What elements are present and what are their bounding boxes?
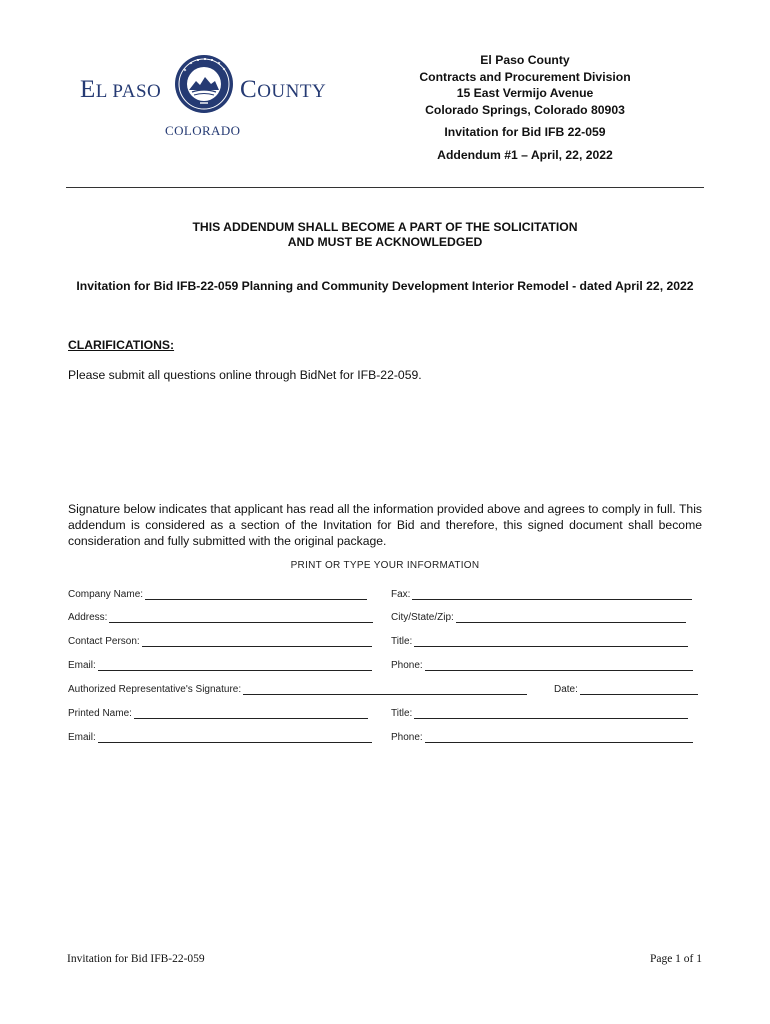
form-row <box>68 708 704 732</box>
contact-person-field[interactable] <box>68 636 372 647</box>
county-seal-icon <box>174 54 234 114</box>
printed-name-field[interactable] <box>68 708 368 719</box>
logo-word-county: COUNTY <box>240 76 327 103</box>
address-line[interactable] <box>109 613 373 623</box>
address-field[interactable] <box>68 612 373 623</box>
date-field[interactable] <box>554 684 698 695</box>
clarifications-heading: CLARIFICATIONS: <box>68 338 175 352</box>
title-line[interactable] <box>414 637 688 647</box>
email-field-2[interactable] <box>68 732 372 743</box>
form-row <box>68 660 704 684</box>
date-line[interactable] <box>580 685 698 695</box>
clarifications-text: Please submit all questions online through BidNet for IFB-22-059. <box>68 368 422 382</box>
header-addendum: Addendum #1 – April, 22, 2022 <box>437 147 613 162</box>
phone-label-2: Phone: <box>391 732 423 743</box>
email-label: Email: <box>68 660 96 671</box>
title-field[interactable] <box>391 636 688 647</box>
header-address-block <box>380 52 670 163</box>
phone-line-2[interactable] <box>425 733 693 743</box>
header-division: Contracts and Procurement Division <box>419 69 631 84</box>
header-divider <box>66 187 704 188</box>
email-line-2[interactable] <box>98 733 372 743</box>
title-field-2[interactable] <box>391 708 688 719</box>
title-line-2[interactable] <box>414 709 688 719</box>
form-row <box>68 684 704 708</box>
ifb-description: Invitation for Bid IFB-22-059 Planning and Community Development Interior Remodel - dated April 22, 2022 <box>76 279 694 293</box>
company-name-label: Company Name: <box>68 589 144 600</box>
signature-statement: Signature below indicates that applicant has read all the information provided above and agrees to comply in full. This addendum is considered as a section of the Invitation for Bid and therefore, this signed document shall become consideration and fully submitted with the original package. <box>68 502 702 548</box>
phone-label: Phone: <box>391 660 423 671</box>
addendum-title-line1: THIS ADDENDUM SHALL BECOME A PART OF THE SOLICITATION <box>192 220 578 234</box>
form-row <box>68 589 704 612</box>
phone-field-2[interactable] <box>391 732 693 743</box>
addendum-title <box>66 220 704 250</box>
authorized-signature-line[interactable] <box>243 685 527 695</box>
city-state-zip-label: City/State/Zip: <box>391 612 454 623</box>
footer-document-name: Invitation for Bid IFB-22-059 <box>67 953 205 965</box>
printed-name-line[interactable] <box>134 709 368 719</box>
header-org: El Paso County <box>480 53 570 67</box>
email-field[interactable] <box>68 660 372 671</box>
date-label: Date: <box>554 684 578 695</box>
addendum-title-line2: AND MUST BE ACKNOWLEDGED <box>287 235 483 249</box>
printed-name-label: Printed Name: <box>68 708 132 719</box>
address-label: Address: <box>68 612 108 623</box>
title-label-2: Title: <box>391 708 413 719</box>
phone-field[interactable] <box>391 660 693 671</box>
email-label-2: Email: <box>68 732 96 743</box>
fax-field[interactable] <box>391 589 692 600</box>
form-row <box>68 636 704 660</box>
acknowledgement-form <box>68 589 704 756</box>
fax-line[interactable] <box>412 590 692 600</box>
footer-page-number: Page 1 of 1 <box>649 953 702 965</box>
company-name-line[interactable] <box>145 590 367 600</box>
header-city: Colorado Springs, Colorado 80903 <box>425 102 625 117</box>
contact-person-line[interactable] <box>142 637 372 647</box>
logo-state: COLORADO <box>165 123 241 138</box>
logo-word-el-paso: EL PASO <box>80 76 162 103</box>
authorized-signature-label: Authorized Representative's Signature: <box>68 684 242 695</box>
header-street: 15 East Vermijo Avenue <box>456 86 594 100</box>
authorized-signature-field[interactable] <box>68 684 527 695</box>
fax-label: Fax: <box>391 589 411 600</box>
form-row <box>68 612 704 636</box>
phone-line[interactable] <box>425 661 693 671</box>
title-label: Title: <box>391 636 413 647</box>
header-bid: Invitation for Bid IFB 22-059 <box>444 125 606 139</box>
email-line[interactable] <box>98 661 372 671</box>
form-row <box>68 732 704 756</box>
city-state-zip-line[interactable] <box>456 613 686 623</box>
form-heading: PRINT OR TYPE YOUR INFORMATION <box>290 560 480 571</box>
city-state-zip-field[interactable] <box>391 612 686 623</box>
county-logo <box>68 54 340 140</box>
contact-person-label: Contact Person: <box>68 636 140 647</box>
company-name-field[interactable] <box>68 589 367 600</box>
